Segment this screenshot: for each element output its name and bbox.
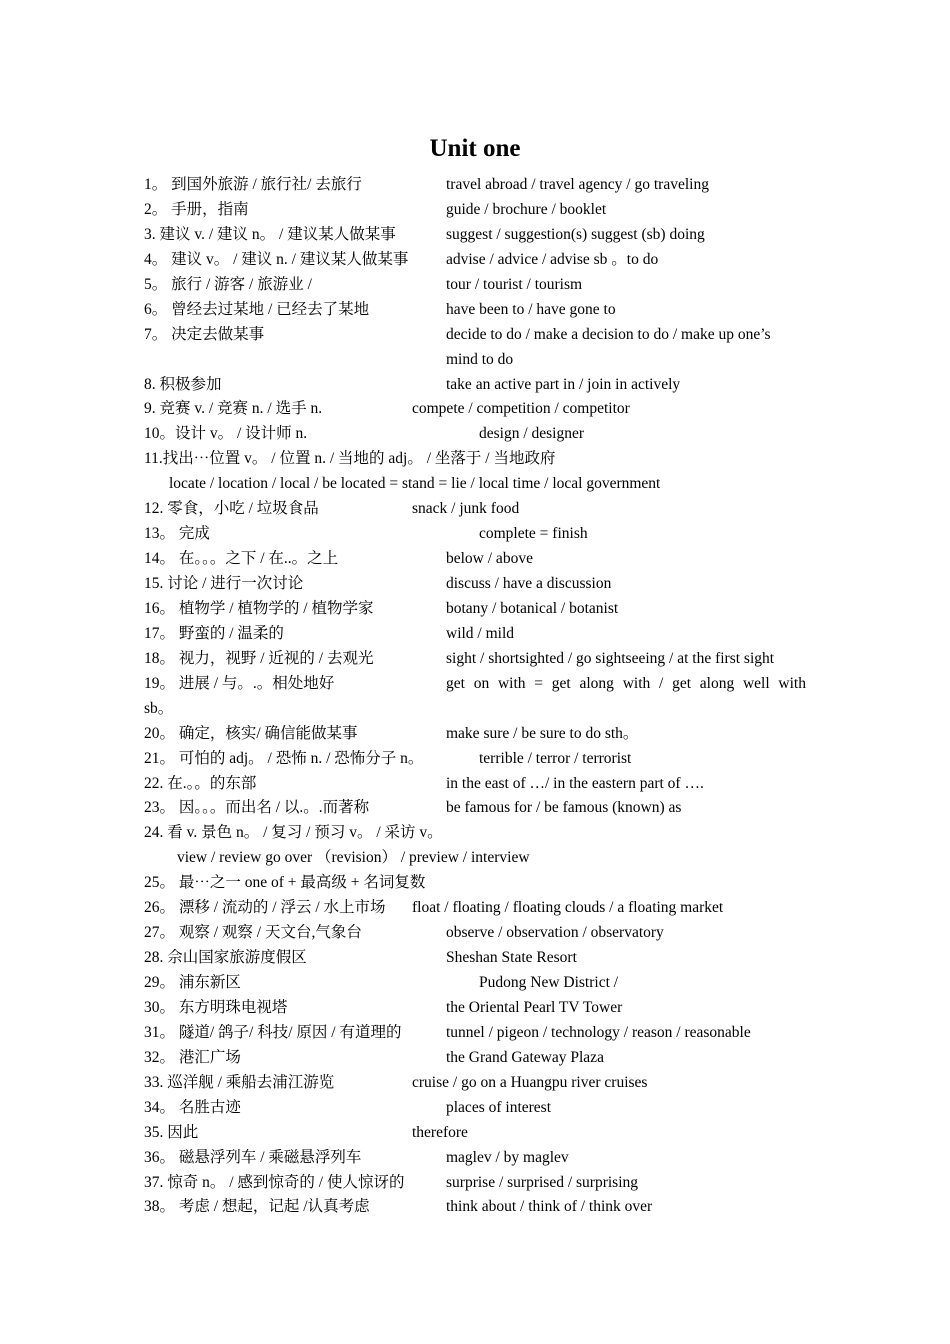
english-term: float / floating / floating clouds / a floating market (412, 899, 724, 917)
list-item (0, 821, 950, 846)
english-term: sight / shortsighted / go sightseeing / at the first sight (446, 649, 775, 667)
list-item (0, 373, 950, 398)
vocabulary-list (0, 173, 950, 1220)
chinese-term: 10。设计 v。 / 设计师 n. (144, 425, 308, 443)
chinese-term: 5。 旅行 / 游客 / 旅游业 / (144, 275, 312, 293)
list-item (0, 1195, 950, 1220)
english-term: have been to / have gone to (446, 300, 616, 318)
english-term: make sure / be sure to do sth。 (446, 724, 639, 742)
english-term: Sheshan State Resort (446, 949, 577, 967)
english-term: in the east of …/ in the eastern part of …. (446, 774, 704, 792)
chinese-term: 11.找出⋯位置 v。 / 位置 n. / 当地的 adj。 / 坐落于 / 当地政府 (144, 450, 556, 468)
list-item (0, 796, 950, 821)
list-item (0, 1021, 950, 1046)
chinese-term: 35. 因此 (144, 1123, 199, 1141)
english-term: observe / observation / observatory (446, 924, 664, 942)
list-item (0, 198, 950, 223)
list-item (0, 747, 950, 772)
chinese-term: 23。 因。。。而出名 / 以.。.而著称 (144, 799, 370, 817)
list-item (0, 248, 950, 273)
chinese-term: 30。 东方明珠电视塔 (144, 998, 288, 1016)
chinese-term: 3. 建议 v. / 建议 n。 / 建议某人做某事 (144, 225, 396, 243)
english-term: Pudong New District / (479, 974, 619, 991)
list-item (0, 1121, 950, 1146)
chinese-term: 8. 积极参加 (144, 375, 222, 393)
list-item (0, 1146, 950, 1171)
list-item (0, 1046, 950, 1071)
english-term: think about / think of / think over (446, 1198, 653, 1216)
chinese-term: 1。 到国外旅游 / 旅行社/ 去旅行 (144, 176, 362, 193)
chinese-term: 6。 曾经去过某地 / 已经去了某地 (144, 300, 370, 318)
english-term: suggest / suggestion(s) suggest (sb) doing (446, 225, 705, 243)
english-term: the Oriental Pearl TV Tower (446, 998, 623, 1016)
chinese-term: 31。 隧道/ 鸽子/ 科技/ 原因 / 有道理的 (144, 1023, 402, 1041)
english-term: discuss / have a discussion (446, 575, 612, 592)
list-item-continuation (0, 697, 950, 722)
list-item (0, 647, 950, 672)
english-term: guide / brochure / booklet (446, 200, 607, 218)
english-term: the Grand Gateway Plaza (446, 1048, 604, 1066)
english-term: travel abroad / travel agency / go traveling (446, 176, 709, 193)
chinese-term: 22. 在.。。的东部 (144, 774, 257, 792)
chinese-term: 9. 竞赛 v. / 竞赛 n. / 选手 n. (144, 400, 323, 418)
english-term: tour / tourist / tourism (446, 275, 583, 293)
english-term: design / designer (479, 425, 585, 443)
chinese-term: 2。 手册，指南 (144, 200, 249, 218)
english-term: complete = finish (479, 525, 588, 543)
list-item (0, 173, 950, 198)
english-term: snack / junk food (412, 500, 520, 518)
chinese-term: 32。 港汇广场 (144, 1048, 241, 1066)
list-item (0, 223, 950, 248)
list-item (0, 273, 950, 298)
english-term: terrible / terror / terrorist (479, 749, 632, 767)
list-item (0, 921, 950, 946)
list-item (0, 447, 950, 472)
chinese-term: 16。 植物学 / 植物学的 / 植物学家 (144, 599, 374, 617)
english-term: decide to do / make a decision to do / make up one’s (446, 325, 771, 343)
chinese-term: 15. 讨论 / 进行一次讨论 (144, 575, 304, 592)
english-term: places of interest (446, 1098, 552, 1116)
list-item (0, 522, 950, 547)
list-item (0, 896, 950, 921)
chinese-term: 33. 巡洋舰 / 乘船去浦江游览 (144, 1073, 335, 1091)
list-item (0, 871, 950, 896)
chinese-term: 7。 决定去做某事 (144, 325, 265, 343)
english-term: advise / advice / advise sb 。to do (446, 250, 659, 268)
list-item-continuation (0, 846, 950, 871)
list-item (0, 572, 950, 597)
english-term: below / above (446, 550, 533, 568)
list-item (0, 996, 950, 1021)
list-item-continuation (0, 348, 950, 373)
english-term-continuation: mind to do (446, 350, 514, 368)
english-term: therefore (412, 1123, 468, 1141)
chinese-term: 13。 完成 (144, 525, 210, 543)
list-item (0, 497, 950, 522)
chinese-term: 29。 浦东新区 (144, 974, 241, 991)
chinese-term: 24. 看 v. 景色 n。 / 复习 / 预习 v。 / 采访 v。 (144, 824, 443, 842)
english-term: maglev / by maglev (446, 1148, 569, 1166)
list-item (0, 672, 950, 697)
list-item (0, 971, 950, 996)
chinese-term: 28. 佘山国家旅游度假区 (144, 949, 307, 967)
list-item (0, 597, 950, 622)
list-item (0, 397, 950, 422)
list-item (0, 422, 950, 447)
list-item (0, 722, 950, 747)
chinese-term: 25。 最⋯之一 one of + 最高级 + 名词复数 (144, 874, 426, 892)
english-term: view / review go over （revision） / preview / interview (177, 849, 530, 867)
list-item (0, 622, 950, 647)
list-item (0, 1071, 950, 1096)
list-item (0, 946, 950, 971)
list-item (0, 1171, 950, 1196)
english-term: tunnel / pigeon / technology / reason / reasonable (446, 1023, 751, 1041)
english-term-continuation: sb。 (144, 699, 174, 717)
chinese-term: 26。 漂移 / 流动的 / 浮云 / 水上市场 (144, 899, 386, 917)
english-term: wild / mild (446, 624, 515, 642)
english-term: get on with = get along with / get along well with (446, 674, 806, 692)
chinese-term: 4。 建议 v。 / 建议 n. / 建议某人做某事 (144, 250, 409, 268)
english-term: surprise / surprised / surprising (446, 1173, 639, 1191)
english-term: be famous for / be famous (known) as (446, 799, 682, 817)
english-term: cruise / go on a Huangpu river cruises (412, 1073, 648, 1091)
list-item (0, 298, 950, 323)
chinese-term: 34。 名胜古迹 (144, 1098, 241, 1116)
chinese-term: 20。 确定，核实/ 确信能做某事 (144, 724, 358, 742)
chinese-term: 19。 进展 / 与。.。相处地好 (144, 674, 335, 692)
chinese-term: 27。 观察 / 观察 / 天文台,气象台 (144, 924, 362, 942)
chinese-term: 17。 野蛮的 / 温柔的 (144, 624, 284, 642)
chinese-term: 12. 零食，小吃 / 垃圾食品 (144, 500, 319, 518)
chinese-term: 14。 在。。。之下 / 在..。之上 (144, 550, 339, 568)
chinese-term: 18。 视力，视野 / 近视的 / 去观光 (144, 649, 374, 667)
chinese-term: 37. 惊奇 n。 / 感到惊奇的 / 使人惊讶的 (144, 1173, 405, 1191)
chinese-term: 36。 磁悬浮列车 / 乘磁悬浮列车 (144, 1148, 362, 1166)
page-title: Unit one (429, 135, 521, 162)
list-item (0, 547, 950, 572)
english-term: take an active part in / join in actively (446, 375, 681, 393)
english-term: botany / botanical / botanist (446, 599, 619, 617)
chinese-term: 21。 可怕的 adj。 / 恐怖 n. / 恐怖分子 n。 (144, 749, 424, 767)
list-item (0, 323, 950, 348)
chinese-term: 38。 考虑 / 想起，记起 /认真考虑 (144, 1198, 370, 1216)
english-term: compete / competition / competitor (412, 400, 630, 418)
list-item (0, 772, 950, 797)
english-term: locate / location / local / be located = stand = lie / local time / local government (169, 475, 661, 493)
list-item-continuation (0, 472, 950, 497)
list-item (0, 1096, 950, 1121)
